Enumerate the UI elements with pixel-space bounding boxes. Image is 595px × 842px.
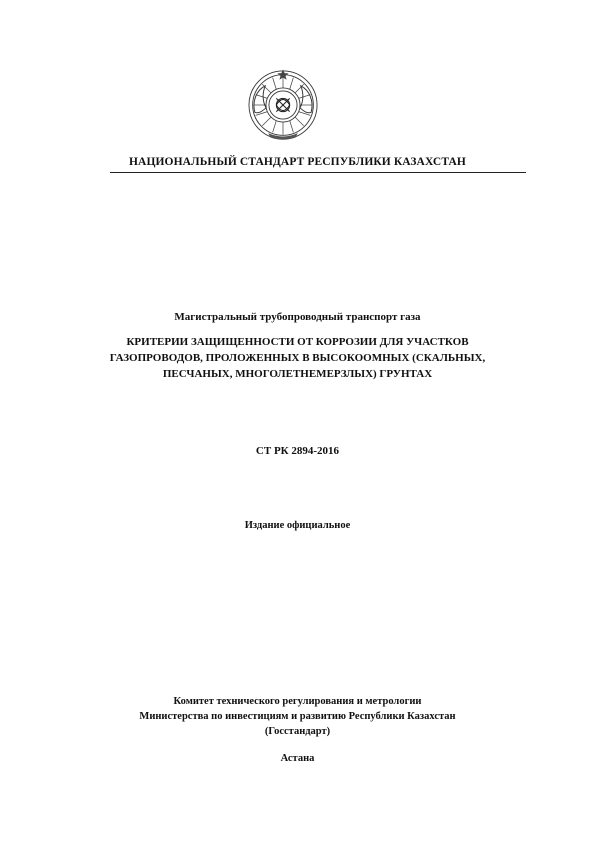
edition-label: Издание официальное [244,520,351,531]
standard-type-header: НАЦИОНАЛЬНЫЙ СТАНДАРТ РЕСПУБЛИКИ КАЗАХСТАН [129,156,466,168]
standard-designation: СТ РК 2894-2016 [255,445,340,457]
publication-city: Астана [280,753,315,764]
document-title [0,334,595,382]
title-line: ГАЗОПРОВОДОВ, ПРОЛОЖЕННЫХ В ВЫСОКООМНЫХ (СКАЛЬНЫХ, [109,352,486,364]
title-line: КРИТЕРИИ ЗАЩИЩЕННОСТИ ОТ КОРРОЗИИ ДЛЯ УЧАСТКОВ [126,336,469,348]
document-subtitle: Магистральный трубопроводный транспорт газа [174,311,421,323]
kazakhstan-state-emblem-icon [246,68,320,142]
publisher-line: (Госстандарт) [264,726,331,737]
publisher-block [0,694,595,739]
publisher-line: Комитет технического регулирования и метрологии [173,696,422,707]
title-line: ПЕСЧАНЫХ, МНОГОЛЕТНЕМЕРЗЛЫХ) ГРУНТАХ [162,368,433,380]
publisher-line: Министерства по инвестициям и развитию Республики Казахстан [139,711,456,722]
header-divider [110,172,526,173]
